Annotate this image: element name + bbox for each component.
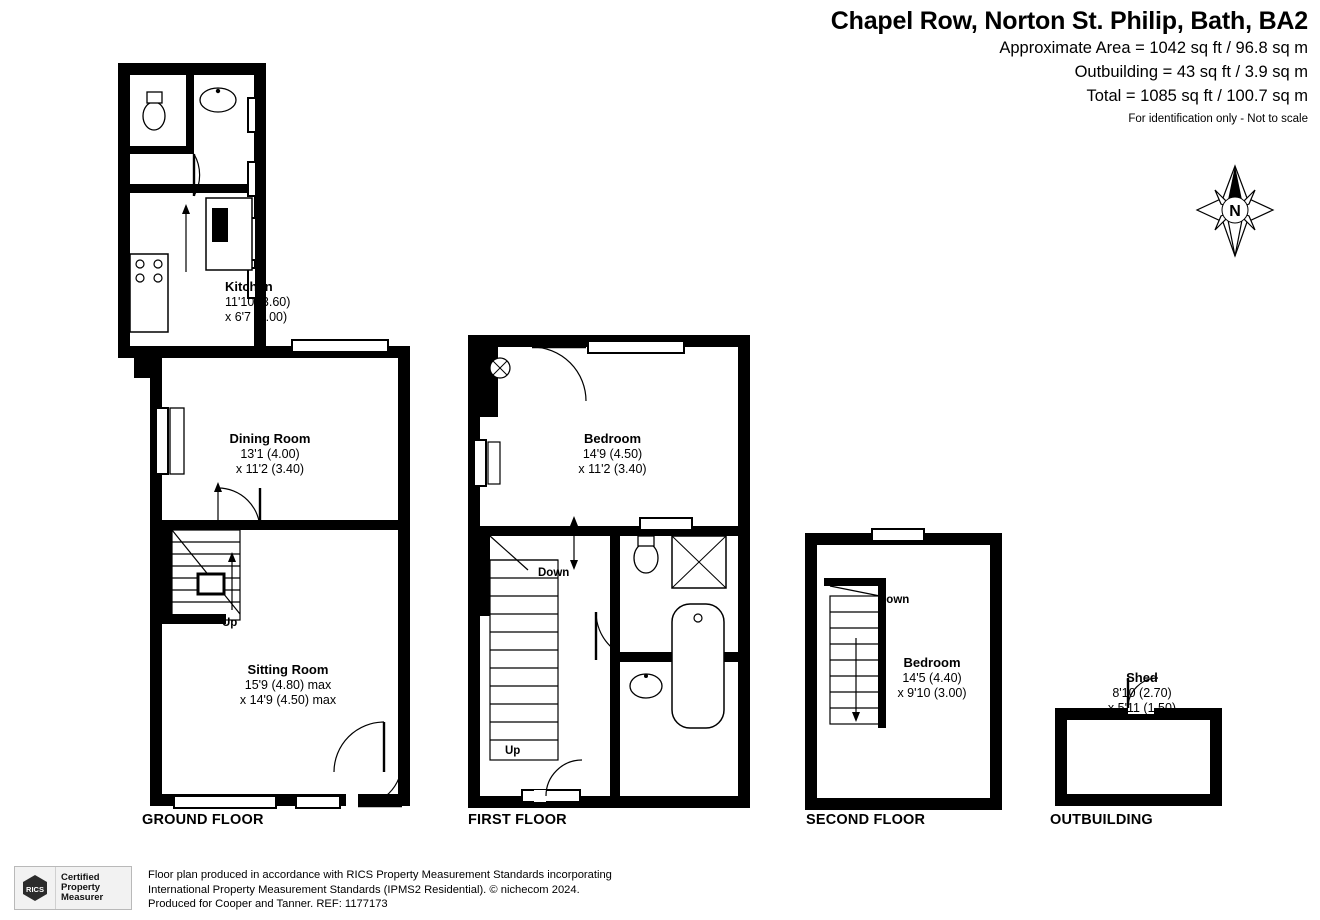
rics-mark-text: RICS bbox=[26, 885, 44, 894]
rics-logo-line-2: Property bbox=[61, 882, 101, 893]
footer-line-2: International Property Measurement Standards (IPMS2 Residential). © nichecom 2024. bbox=[148, 883, 580, 896]
first-floor-plan bbox=[460, 330, 760, 816]
room-name-bedroom-first: Bedroom bbox=[583, 431, 642, 446]
room-label-bedroom-first bbox=[530, 431, 695, 478]
footer-disclaimer bbox=[148, 868, 612, 912]
floor-title-second: SECOND FLOOR bbox=[806, 812, 926, 828]
room-dim1-shed: 8'10 (2.70) bbox=[1112, 685, 1172, 700]
floor-title-first: FIRST FLOOR bbox=[468, 812, 567, 828]
area-line-3: Total = 1085 sq ft / 100.7 sq m bbox=[1086, 87, 1308, 105]
room-dim1-dining-room: 13'1 (4.00) bbox=[240, 446, 300, 461]
room-dim1-sitting-room: 15'9 (4.80) max bbox=[244, 677, 332, 692]
footer-line-1: Floor plan produced in accordance with RICS Property Measurement Standards incorporating bbox=[148, 869, 612, 881]
room-label-dining-room bbox=[184, 431, 356, 478]
room-dim2-bedroom-second: x 9'10 (3.00) bbox=[897, 686, 967, 700]
footer-line-3: Produced for Cooper and Tanner. REF: 1177173 bbox=[148, 898, 388, 910]
room-dim1-kitchen: 11'10 (3.60) bbox=[225, 294, 291, 309]
header bbox=[831, 6, 1308, 128]
room-name-kitchen: Kitchen bbox=[225, 279, 273, 294]
room-label-kitchen bbox=[225, 279, 385, 326]
first-floor-drawing bbox=[460, 330, 760, 816]
floor-title-ground: GROUND FLOOR bbox=[142, 812, 264, 828]
page-title: Chapel Row, Norton St. Philip, Bath, BA2 bbox=[830, 7, 1308, 35]
first-stair-down-label: Down bbox=[538, 567, 570, 579]
ground-stair-up-label: Up bbox=[222, 617, 238, 629]
room-dim1-bedroom-first: 14'9 (4.50) bbox=[582, 446, 643, 461]
compass-rose bbox=[1185, 160, 1285, 270]
rics-certified-logo bbox=[14, 866, 132, 910]
room-dim2-dining-room: x 11'2 (3.40) bbox=[235, 462, 305, 476]
room-label-sitting-room bbox=[190, 662, 386, 709]
first-stair-up-label: Up bbox=[505, 745, 521, 757]
floor-title-outbuilding: OUTBUILDING bbox=[1050, 812, 1153, 828]
room-label-bedroom-second bbox=[862, 655, 1002, 702]
area-line-2: Outbuilding = 43 sq ft / 3.9 sq m bbox=[1074, 63, 1308, 81]
room-name-shed: Shed bbox=[1126, 670, 1158, 685]
room-name-sitting-room: Sitting Room bbox=[247, 662, 329, 677]
room-name-dining-room: Dining Room bbox=[229, 431, 311, 446]
room-dim1-bedroom-second: 14'5 (4.40) bbox=[902, 670, 962, 685]
room-name-bedroom-second: Bedroom bbox=[903, 655, 961, 670]
rics-logo-text bbox=[56, 873, 103, 903]
room-dim2-sitting-room: x 14'9 (4.50) max bbox=[239, 693, 337, 707]
room-dim2-shed: x 5'11 (1.50) bbox=[1107, 701, 1177, 715]
room-label-shed bbox=[1062, 670, 1222, 717]
room-dim2-bedroom-first: x 11'2 (3.40) bbox=[578, 462, 647, 476]
disclaimer-text: For identification only - Not to scale bbox=[1128, 113, 1308, 125]
area-line-1: Approximate Area = 1042 sq ft / 96.8 sq m bbox=[999, 39, 1308, 57]
room-dim2-kitchen: x 6'7 (2.00) bbox=[225, 310, 288, 324]
rics-logo-line-3: Measurer bbox=[61, 892, 104, 903]
compass-letter-n: N bbox=[1229, 203, 1241, 220]
rics-badge-icon bbox=[15, 867, 56, 909]
second-stair-down-label: Down bbox=[878, 594, 910, 606]
rics-logo-line-1: Certified bbox=[61, 872, 100, 883]
